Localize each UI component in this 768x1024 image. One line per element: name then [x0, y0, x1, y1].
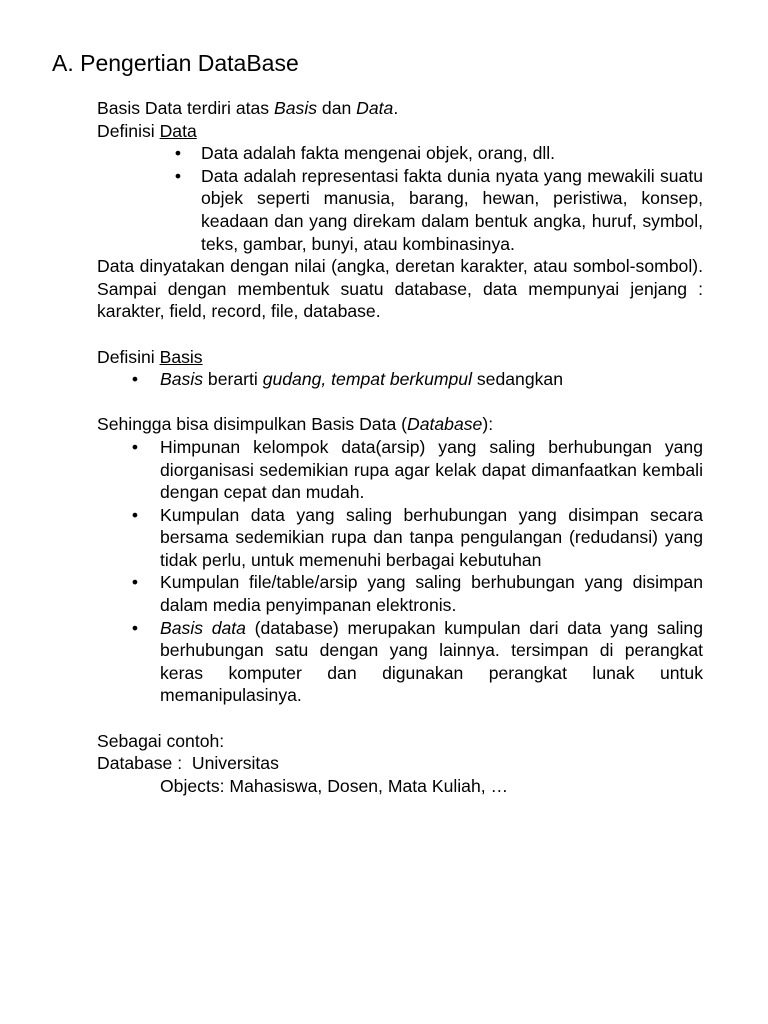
- definition-basis-word: Basis: [159, 346, 203, 367]
- example-objects-line: Objects: Mahasiswa, Dosen, Mata Kuliah, …: [160, 775, 509, 796]
- intro-and: dan: [317, 98, 357, 118]
- conclusion-text: Sehingga bisa disimpulkan Basis Data (: [97, 414, 408, 435]
- conclusion-end: ):: [482, 414, 494, 435]
- spacer: [97, 323, 703, 346]
- basis-mid: berarti: [203, 369, 263, 390]
- spacer: [97, 391, 703, 414]
- bullet-icon: •: [131, 617, 139, 638]
- list-item-text: (database) merupakan kumpulan dari data yang saling berhubungan satu dengan yang lainnya. tersimpan di perangkat keras komputer dan digunakan perangkat lunak untuk memanipulasinya.: [160, 617, 703, 706]
- bullet-icon: •: [174, 165, 182, 186]
- list-item: [131, 436, 703, 504]
- basis-meaning: gudang, tempat berkumpul: [262, 369, 472, 390]
- list-item-text: Data adalah representasi fakta dunia nyata yang mewakili suatu objek seperti manusia, barang, hewan, peristiwa, konsep, keadaan dan yang direkam dalam bentuk angka, huruf, symbol, teks, gambar, bunyi, atau kombinasinya.: [201, 165, 703, 254]
- bullet-icon: •: [131, 369, 139, 390]
- example-database-line: Database : Universitas: [97, 753, 279, 774]
- list-item-text: Data adalah fakta mengenai objek, orang, dll.: [201, 143, 556, 164]
- conclusion-italic: Database: [407, 414, 483, 435]
- intro-text: Basis Data terdiri atas: [97, 98, 274, 118]
- bullet-icon: •: [131, 572, 139, 593]
- conclusion-list: [97, 436, 703, 707]
- document-body: [97, 97, 703, 797]
- intro-basis-term: Basis: [274, 98, 318, 118]
- page-title: A. Pengertian DataBase: [52, 50, 299, 76]
- list-item-text: Kumpulan data yang saling berhubungan yang disimpan secara bersama sedemikian rupa dan tanpa pengulangan (redudansi) yang tidak perlu, untuk memenuhi berbagai kebutuhan: [160, 504, 703, 570]
- example-title: Sebagai contoh:: [97, 730, 225, 751]
- bullet-icon: •: [131, 436, 139, 457]
- list-item: [131, 504, 703, 572]
- definition-basis-list: [97, 368, 703, 391]
- definition-data-word: Data: [159, 120, 197, 141]
- bullet-icon: •: [174, 143, 182, 164]
- definition-basis-heading: [97, 346, 703, 369]
- conclusion-heading: [97, 413, 703, 436]
- intro-data-term: Data: [356, 98, 394, 118]
- list-item-italic: Basis data: [160, 617, 246, 638]
- definition-basis-label: Defisini: [97, 346, 160, 367]
- definition-data-label: Definisi: [97, 120, 160, 141]
- basis-term: Basis: [160, 369, 204, 390]
- intro-line: [97, 97, 703, 120]
- list-item: [174, 165, 703, 255]
- basis-end: sedangkan: [472, 369, 563, 390]
- data-paragraph: Data dinyatakan dengan nilai (angka, deretan karakter, atau sombol-sombol). Sampai dengan membentuk suatu database, data mempunyai jenjang : karakter, field, record, file, database.: [97, 256, 703, 322]
- list-item: [174, 142, 703, 165]
- list-item-text: Kumpulan file/table/arsip yang saling berhubungan yang disimpan dalam media penyimpanan elektronis.: [160, 572, 703, 616]
- bullet-icon: •: [131, 504, 139, 525]
- list-item: [131, 617, 703, 707]
- list-item: [131, 368, 703, 391]
- definition-data-heading: [97, 120, 703, 143]
- definition-data-list: [97, 142, 703, 255]
- spacer: [97, 707, 703, 730]
- intro-period: .: [393, 98, 399, 118]
- list-item: [131, 571, 703, 616]
- list-item-text: Himpunan kelompok data(arsip) yang saling berhubungan yang diorganisasi sedemikian rupa agar kelak dapat dimanfaatkan kembali dengan cepat dan mudah.: [160, 436, 703, 503]
